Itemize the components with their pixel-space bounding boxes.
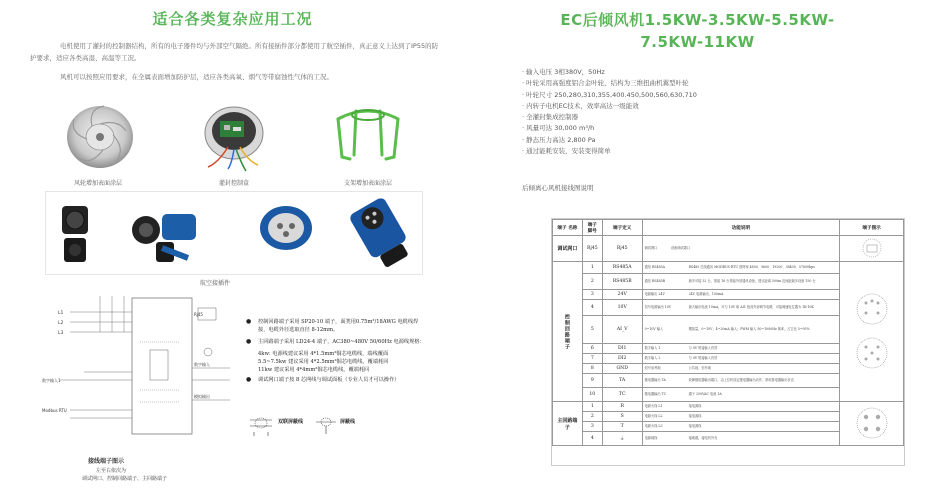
- bracket-photo: [328, 97, 408, 173]
- th-function: 功能说明: [642, 220, 840, 236]
- main-func: [642, 412, 840, 422]
- control-func: [642, 344, 840, 354]
- debug-pin: Rj45: [582, 236, 602, 262]
- control-func: [642, 316, 840, 344]
- control-def: DI2: [602, 354, 642, 364]
- spec-ec-motor: · 内转子电机EC技术，效率高达一级能效: [522, 101, 639, 110]
- main-func: [642, 402, 840, 412]
- control-func-name: 数字输入 2: [644, 356, 661, 360]
- main-connector-icon: [854, 405, 890, 441]
- dual-shield-symbol: [248, 416, 274, 438]
- control-func-name: 0~10V 输入: [644, 327, 664, 331]
- connector-black-photo: [52, 200, 102, 270]
- control-func-desc: 最多可接 32 台，预留 16 台预留外部通讯设备，建议距离 500m 及间距最多设备 150 台: [688, 279, 816, 283]
- control-func: [642, 274, 840, 290]
- group-main: 主回路端子: [553, 402, 583, 446]
- control-func-name: 信号参考地: [644, 366, 661, 370]
- control-func: [642, 354, 840, 364]
- spec-airflow: · 风量可达 30,000 m³/h: [522, 124, 595, 133]
- table-header-row: [553, 220, 904, 236]
- control-func-name: 电源输出 24V: [644, 292, 665, 296]
- control-pin: 10: [582, 388, 602, 402]
- control-def: 10V: [602, 300, 642, 316]
- rj45-icon: [861, 237, 883, 259]
- table-row: [553, 236, 904, 262]
- control-func-name: 数字输入 1: [644, 346, 661, 350]
- control-pin: 9: [582, 374, 602, 388]
- diagram-label-modbus: Modbus RTU: [42, 408, 67, 413]
- main-def: R: [602, 402, 642, 412]
- spec-pressure: · 静态压力高达 2,800 Pa: [522, 135, 596, 144]
- th-definition: 端子定义: [602, 220, 642, 236]
- control-func-desc: 故障继电器输出端口，由上位机设定继电器输出动作，常用继电器输出状态: [688, 378, 794, 382]
- right-title-line1: EC后倾风机1.5KW-3.5KW-5.5KW-: [560, 11, 835, 29]
- control-func-desc: 公共地，信号地: [688, 366, 711, 370]
- main-def: T: [602, 422, 642, 432]
- control-connector-icon: [852, 281, 892, 381]
- spec-install: · 通过能耗安装，安装变得简单: [522, 147, 611, 156]
- main-pin: 1: [582, 402, 602, 412]
- control-func-name: 通信 RS485B: [644, 279, 666, 283]
- main-func: [642, 432, 840, 446]
- controller-box-caption: 灌封控制盒: [218, 180, 249, 187]
- coating-paragraph: 风机可以按照应用要求，在全属表面增加防护层，适应各类高氧、烟气等带腐蚀性气体的工况。: [60, 73, 333, 81]
- control-pin-diagram: [840, 262, 904, 402]
- main-func-name: 电源火线 L1: [644, 404, 663, 408]
- diagram-label-l1: L1: [58, 311, 64, 316]
- main-pin: 2: [582, 412, 602, 422]
- intro-paragraph: 电机使用了灌封的控制器结构，所有的电子器件均与外部空气隔绝。所有接插件部分都使用了航空插件，真正意义上达到了IP55的防护要求，适应各类高湿、高温等工况。: [30, 42, 439, 62]
- main-pin: 4: [582, 432, 602, 446]
- connector-plug-photo: [346, 196, 416, 270]
- main-func: [642, 422, 840, 432]
- table-row: [553, 262, 904, 274]
- bracket-caption: 支架增加表面涂层: [343, 180, 392, 187]
- control-func: [642, 300, 840, 316]
- control-func-desc: 24V 电源输出，100mA: [688, 292, 724, 296]
- control-func-desc: 与 0V 短接输入有效: [688, 356, 718, 360]
- diagram-label-l2: L2: [58, 321, 64, 326]
- control-def: RS485B: [602, 274, 642, 290]
- control-def: AI_V: [602, 316, 642, 344]
- control-pin: 6: [582, 344, 602, 354]
- th-diagram: 端子图示: [840, 220, 904, 236]
- debug-func-name: 调试网口: [644, 246, 658, 250]
- main-pin-diagram: [840, 402, 904, 446]
- control-def: GND: [602, 364, 642, 374]
- controller-box-photo: [198, 97, 270, 173]
- main-func-desc: 接地端，接电机外壳: [688, 436, 718, 440]
- control-pin: 8: [582, 364, 602, 374]
- control-func: [642, 388, 840, 402]
- debug-def: Rj45: [602, 236, 642, 262]
- note-4kw: 4kw: 电源线建议采用 4*1.5mm²铜芯电缆线，端线覆面: [258, 351, 389, 357]
- main-func-name: 电源地线: [644, 436, 658, 440]
- control-def: RS485A: [602, 262, 642, 274]
- note-main-terminal: ● 主回路端子采用 LD24-4 端子，AC380~480V 50/60Hz 电源线规格：: [246, 338, 426, 346]
- impeller-photo: [60, 97, 140, 173]
- wiring-notes: [246, 318, 426, 388]
- group-debug: 调试网口: [553, 236, 583, 262]
- air-connector-strip: [45, 191, 423, 275]
- control-pin: 5: [582, 316, 602, 344]
- debug-pin-diagram: [840, 236, 904, 262]
- table-caption: 后倾离心风机接线图说明: [522, 184, 594, 192]
- shield-symbol: [314, 416, 338, 438]
- spec-voltage: · 输入电压 3相380V，50Hz: [522, 68, 605, 76]
- main-func-name: 电源火线 L3: [644, 424, 663, 428]
- diagram-sub2: 调试网口、控制回路端子、主回路端子: [82, 476, 168, 482]
- control-func: [642, 374, 840, 388]
- note-debug-port: ● 调试网口端子按 8 芯网线与调试面板（专业人员才可以操作）: [246, 376, 426, 384]
- control-func: [642, 290, 840, 300]
- left-title: 适合各类复杂应用工况: [152, 10, 313, 28]
- control-def: DI1: [602, 344, 642, 354]
- main-def: ⏚: [602, 432, 642, 446]
- spec-sizes: · 叶轮尺寸 250,280,310,355,400.450,500,560,630,710: [522, 90, 697, 99]
- diagram-label-output: 模拟输出: [194, 394, 210, 399]
- main-func-name: 电源火线 L2: [644, 414, 663, 418]
- control-func-name: 信号电源输出 10V: [644, 305, 672, 309]
- wiring-diagram: [40, 290, 255, 455]
- spec-impeller: · 叶轮采用高强度铝合金叶轮，结构为三维扭曲机翼型叶轮: [522, 79, 689, 88]
- control-pin: 7: [582, 354, 602, 364]
- right-title-line2: 7.5KW-11KW: [640, 33, 755, 51]
- impeller-caption: 风轮增加表面涂层: [73, 180, 122, 187]
- control-func-desc: 与 0V 短接输入有效: [688, 346, 718, 350]
- main-func-desc: 接电源线: [688, 424, 702, 428]
- right-title: [465, 9, 930, 53]
- dual-shield-label: 双联屏蔽线: [278, 419, 304, 425]
- note-5kw: 5.5~7.5kw 建议采用 4*2.5mm²铜芯电缆线，覆端耗回: [258, 359, 389, 365]
- main-func-desc: 接电源线: [688, 404, 702, 408]
- control-func-desc: 端子 250VAC 电流 1A: [688, 392, 722, 396]
- diagram-title: 接线端子图示: [88, 458, 125, 465]
- th-pin: 端子 脚号: [582, 220, 602, 236]
- control-def: TC: [602, 388, 642, 402]
- diagram-label-rj45: Rj45: [194, 312, 203, 317]
- air-connector-caption: 航空接插件: [200, 280, 231, 287]
- connector-cap-photo: [256, 198, 316, 270]
- diagram-label-l3: L3: [58, 331, 64, 336]
- th-terminal-name: 端子 名称: [553, 220, 583, 236]
- control-func-desc: 最大输出电流 10mA，可与 10V 和 AI1 组成外部调节电路，可接调速电位器为 1K-10K: [688, 305, 814, 309]
- spec-list: [522, 67, 697, 157]
- control-func-desc: RS485 总线通讯 MODBUS-RTU 波特率 4800、9600、19200、38400、57600bps: [688, 265, 815, 269]
- control-def: TA: [602, 374, 642, 388]
- control-def: 24V: [602, 290, 642, 300]
- debug-func-desc: 设备调试端口: [670, 246, 690, 250]
- table-row: [553, 402, 904, 412]
- note-11kw: 11kw 建议采用 4*4mm²铜芯电缆线，覆端耗回: [258, 367, 370, 373]
- diagram-label-input: 数字输入: [194, 362, 210, 367]
- terminal-table: [551, 218, 905, 466]
- connector-blue-panel-photo: [126, 202, 206, 270]
- main-pin: 3: [582, 422, 602, 432]
- control-func-name: 通信 RS485A: [644, 265, 665, 269]
- diagram-sub1: 左至右依次为: [96, 468, 127, 474]
- group-control: 控制回路端子: [553, 262, 583, 402]
- shield-label: 屏蔽线: [340, 419, 356, 425]
- control-pin: 3: [582, 290, 602, 300]
- control-pin: 2: [582, 274, 602, 290]
- control-func: [642, 262, 840, 274]
- main-def: S: [602, 412, 642, 422]
- main-func-desc: 接电源线: [688, 414, 702, 418]
- control-func-desc: 模拟量，0~10V；4~20mA 输入；PWM 输入 50~1000Hz 频率，占空比 5~95%: [688, 327, 810, 331]
- control-pin: 1: [582, 262, 602, 274]
- diagram-label-input1: 数字输入1: [42, 378, 61, 383]
- debug-func: [642, 236, 840, 262]
- control-pin: 4: [582, 300, 602, 316]
- spec-controller: · 全灌封集成控制器: [522, 113, 579, 122]
- right-panel: [465, 0, 930, 496]
- control-func-name: 继电器输出 TA: [644, 378, 666, 382]
- note-control-terminal: ● 控制回路端子采用 SP20-10 端子，面类用0.75m²/18AWG 电缆线焊接，电缆外径选取直径 8-12mm。: [246, 318, 426, 334]
- control-func-name: 继电器输出 TC: [644, 392, 667, 396]
- control-func: [642, 364, 840, 374]
